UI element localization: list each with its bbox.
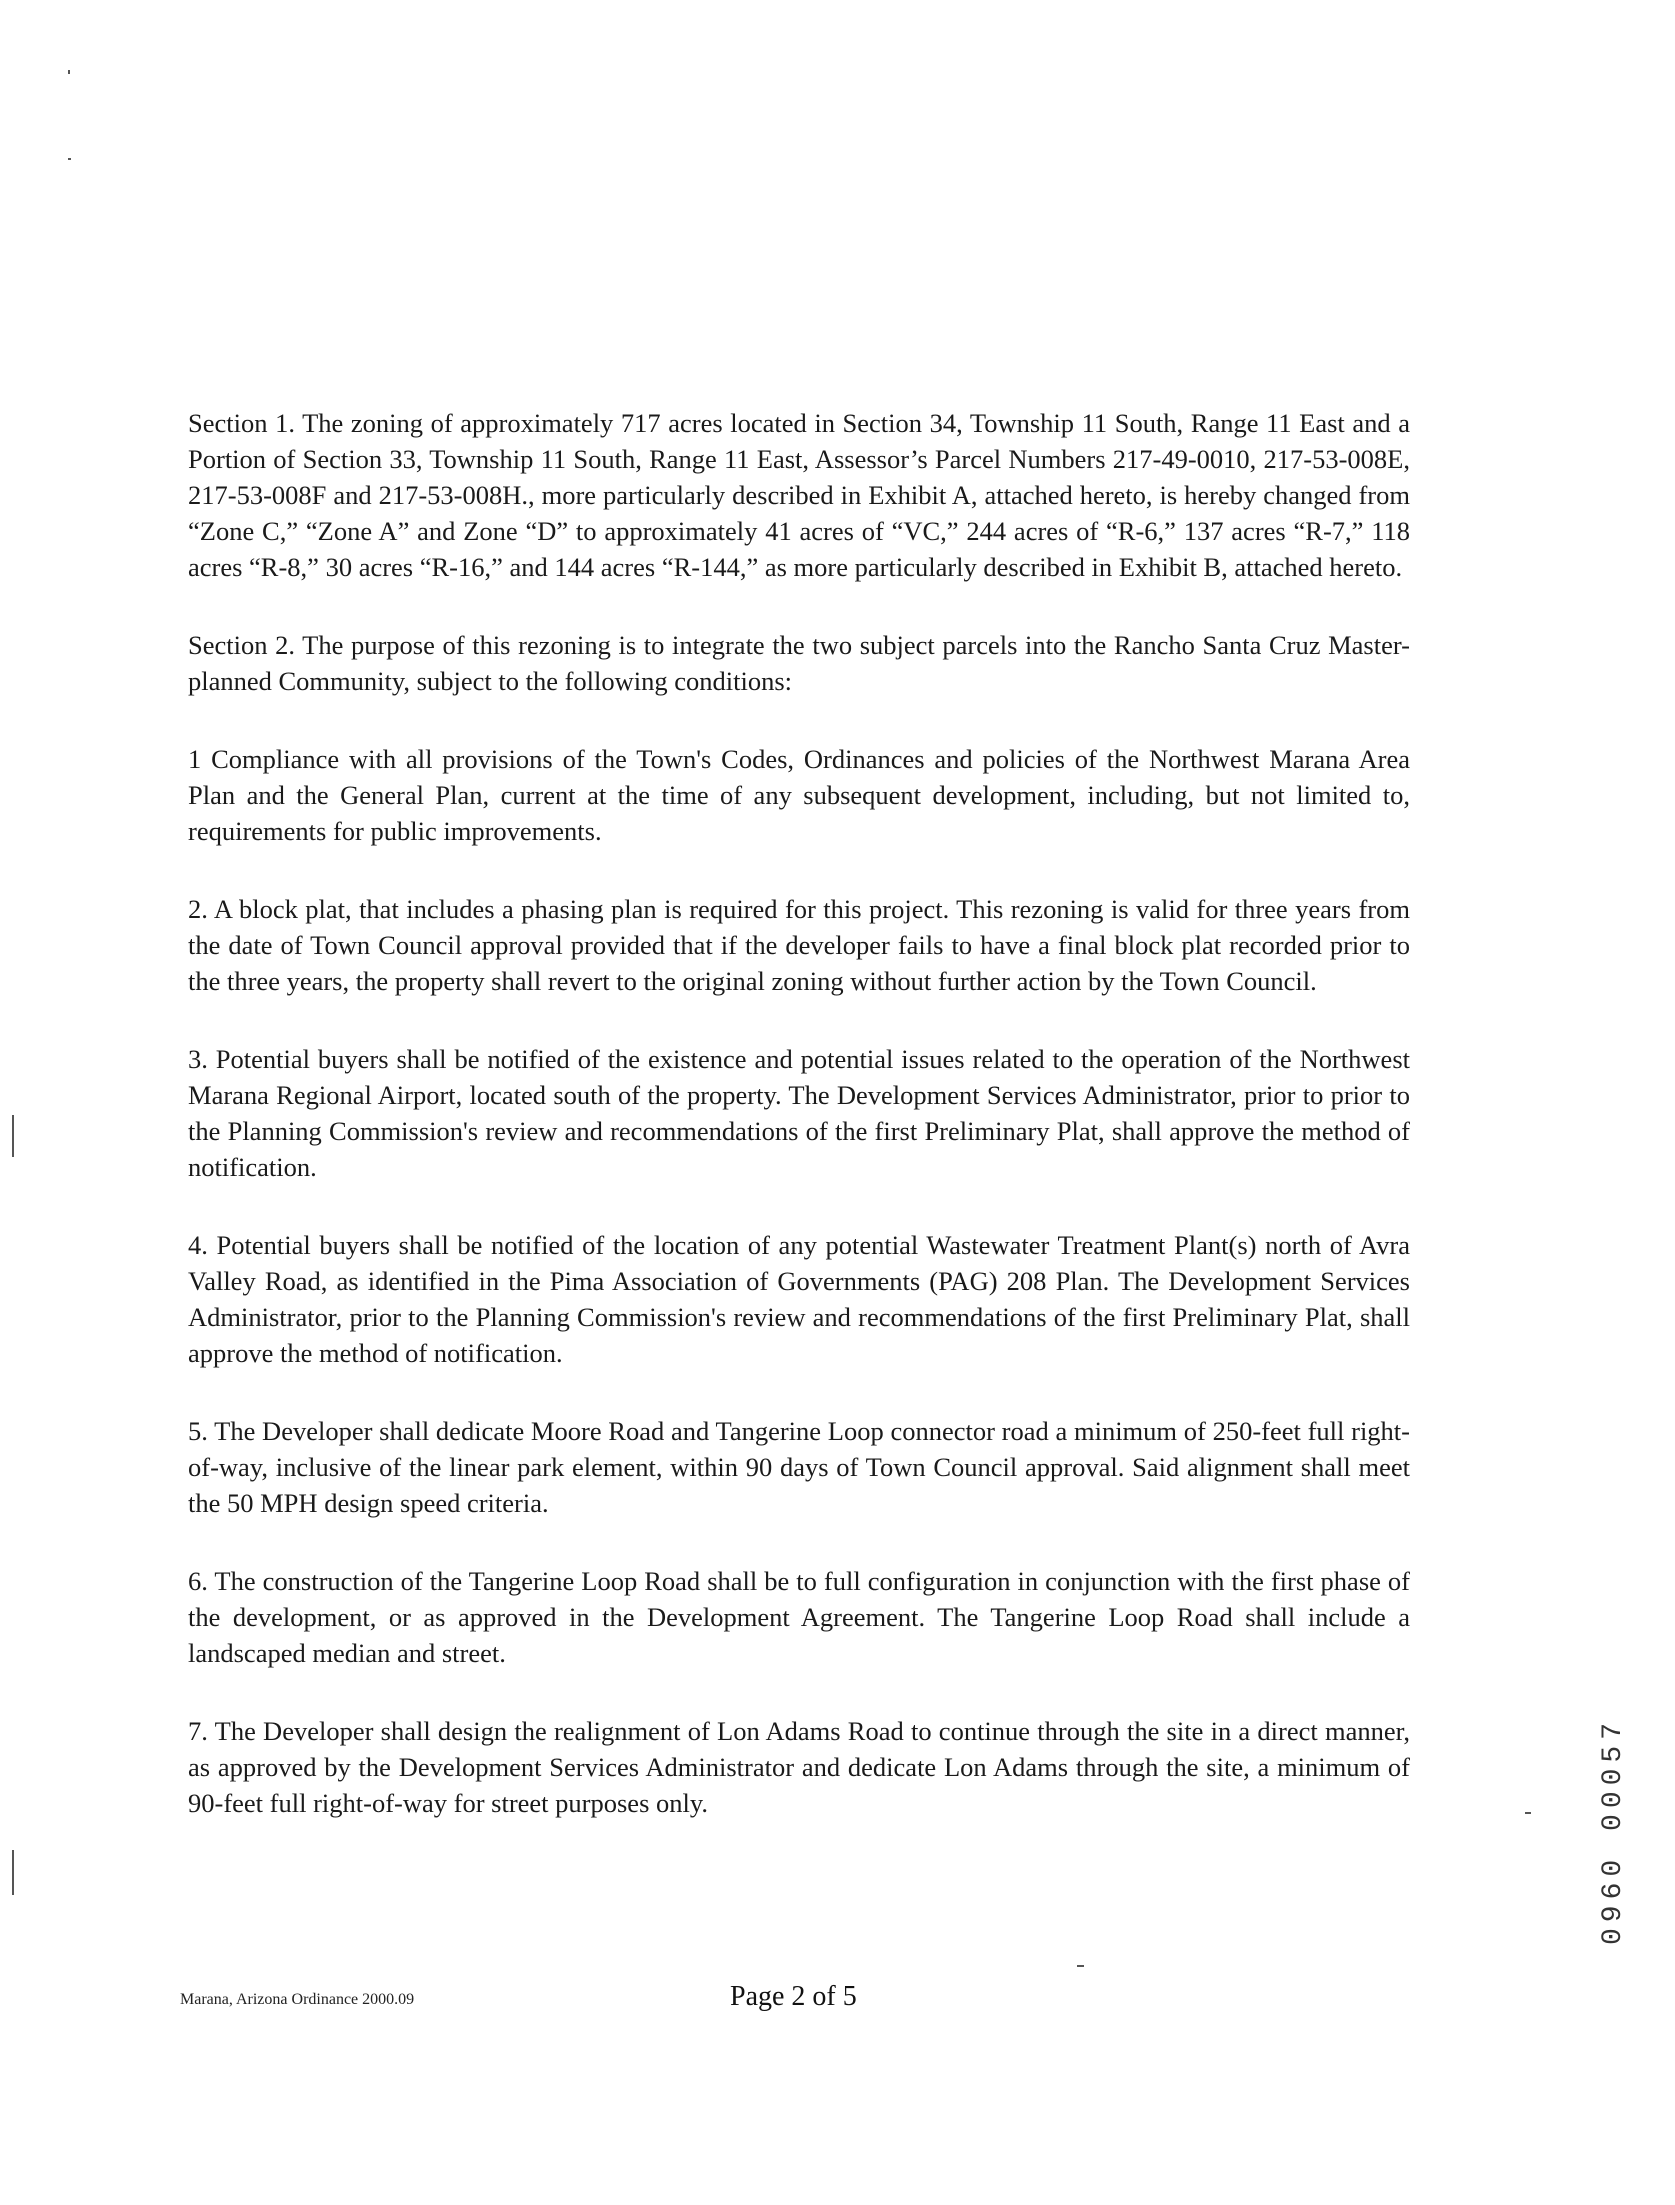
side-recording-stamp — [1598, 1565, 1638, 1945]
condition-6: 6. The construction of the Tangerine Loop Road shall be to full configuration in conjunction with the first phase of the development, or as approved in the Development Agreement. The Tangerine Loop Road shall include a landscaped median and street. — [188, 1566, 1410, 1668]
section-heading: Section 2. — [188, 630, 295, 660]
stamp-number: 0960 00057 — [1598, 1716, 1629, 1945]
condition-1: 1 Compliance with all provisions of the Town's Codes, Ordinances and policies of the Northwest Marana Area Plan and the General Plan, current at the time of any subsequent development, including, but not limited to, requirements for public improvements. — [188, 744, 1410, 846]
condition-5: 5. The Developer shall dedicate Moore Road and Tangerine Loop connector road a minimum of 250-feet full right-of-way, inclusive of the linear park element, within 90 days of Town Council approval. Said alignment shall meet the 50 MPH design speed criteria. — [188, 1416, 1410, 1518]
section-text: The zoning of approximately 717 acres located in Section 34, Township 11 South, Range 11 East and a Portion of Section 33, Township 11 South, Range 11 East, Assessor’s Parcel Numbers 217-49-0010, 217-53-008E, 217-53-008F and 217-53-008H., more particularly described in Exhibit A, attached hereto, is hereby changed from “Zone C,” “Zone A” and Zone “D” to approximately 41 acres of “VC,” 244 acres of “R-6,” 137 acres “R-7,” 118 acres “R-8,” 30 acres “R-16,” and 144 acres “R-144,” as more particularly described in Exhibit B, attached hereto. — [188, 408, 1410, 582]
scan-speck — [68, 70, 70, 74]
condition-2: 2. A block plat, that includes a phasing plan is required for this project. This rezoning is valid for three years from the date of Town Council approval provided that if the developer fails to have a final block plat recorded prior to the three years, the property shall revert to the original zoning without further action by the Town Council. — [188, 894, 1410, 996]
scan-margin-line — [12, 1850, 14, 1895]
section-2 — [188, 627, 1410, 699]
document-body — [188, 405, 1410, 1863]
section-1 — [188, 405, 1410, 585]
condition-7: 7. The Developer shall design the realignment of Lon Adams Road to continue through the site in a direct manner, as approved by the Development Services Administrator and dedicate Lon Adams through the site, a minimum of 90-feet full right-of-way for street purposes only. — [188, 1716, 1410, 1818]
scan-speck — [68, 158, 71, 160]
scan-margin-line — [12, 1115, 14, 1157]
condition-4: 4. Potential buyers shall be notified of the location of any potential Wastewater Treatment Plant(s) north of Avra Valley Road, as identified in the Pima Association of Governments (PAG) 208 Plan. The Development Services Administrator, prior to the Planning Commission's review and recommendations of the first Preliminary Plat, shall approve the method of notification. — [188, 1230, 1410, 1368]
section-heading: Section 1. — [188, 408, 295, 438]
condition-3: 3. Potential buyers shall be notified of the existence and potential issues related to the operation of the Northwest Marana Regional Airport, located south of the property. The Development Services Administrator, prior to prior to the Planning Commission's review and recommendations of the first Preliminary Plat, shall approve the method of notification. — [188, 1044, 1410, 1182]
scan-speck — [1525, 1812, 1531, 1814]
footer-ordinance-label: Marana, Arizona Ordinance 2000.09 — [180, 1991, 415, 2008]
footer-page-number: Page 2 of 5 — [730, 1981, 857, 2012]
scan-speck — [1077, 1965, 1084, 1967]
section-text: The purpose of this rezoning is to integrate the two subject parcels into the Rancho Santa Cruz Master-planned Community, subject to the following conditions: — [188, 630, 1410, 696]
